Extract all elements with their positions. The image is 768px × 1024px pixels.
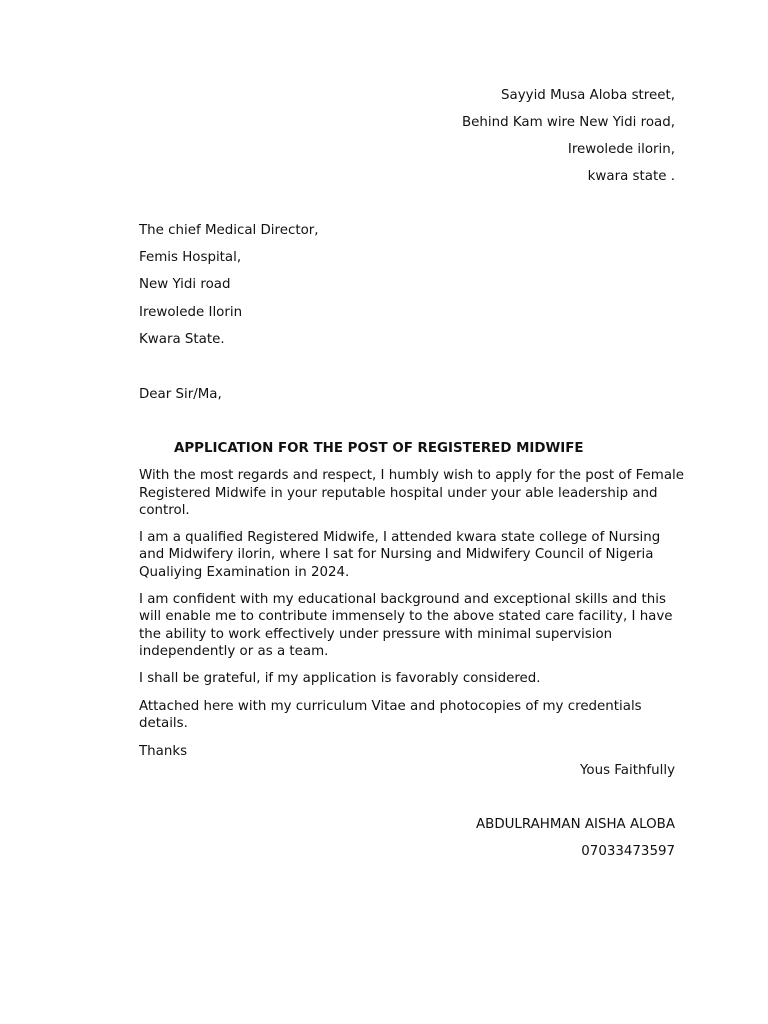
signature-phone: 07033473597 [581, 844, 675, 859]
sender-address-line: Sayyid Musa Aloba street, [501, 88, 675, 103]
signature-block [476, 815, 675, 869]
body-paragraph: Thanks [139, 743, 188, 759]
body-paragraph: I am a qualified Registered Midwife, I attended kwara state college of Nursing and Midwifery ilorin, where I sat for Nursing and Midwifery Council of Nigeria Qualiying Examination in 2024. [139, 529, 661, 580]
sender-address-line: Behind Kam wire New Yidi road, [461, 115, 675, 130]
recipient-address-line: Irewolede Ilorin [139, 304, 243, 320]
closing: Yous Faithfully [579, 763, 675, 778]
recipient-address-line: The chief Medical Director, [139, 223, 319, 238]
signature-name: ABDULRAHMAN AISHA ALOBA [475, 817, 675, 832]
body-paragraph: With the most regards and respect, I humbly wish to apply for the post of Female Registered Midwife in your reputable hospital under your able leadership and control. [139, 468, 684, 519]
body-paragraph: I am confident with my educational background and exceptional skills and this will enable me to contribute immensely to the above stated care facility, I have the ability to work effectively under pressure with minimal supervision independently or as a team. [139, 591, 673, 660]
recipient-address-line: Femis Hospital, [139, 250, 242, 266]
recipient-address [139, 221, 319, 357]
salutation: Dear Sir/Ma, [139, 387, 222, 402]
body-paragraph: I shall be grateful, if my application is favorably considered. [139, 670, 541, 686]
sender-address [462, 86, 675, 194]
subject-heading: APPLICATION FOR THE POST OF REGISTERED MIDWIFE [174, 441, 584, 456]
sender-address-line: Irewolede ilorin, [567, 142, 675, 157]
recipient-address-line: Kwara State. [139, 331, 225, 347]
recipient-address-line: New Yidi road [139, 277, 231, 293]
sender-address-line: kwara state . [587, 169, 675, 184]
letter-body [139, 467, 684, 770]
body-paragraph: Attached here with my curriculum Vitae and photocopies of my credentials details. [139, 698, 642, 732]
